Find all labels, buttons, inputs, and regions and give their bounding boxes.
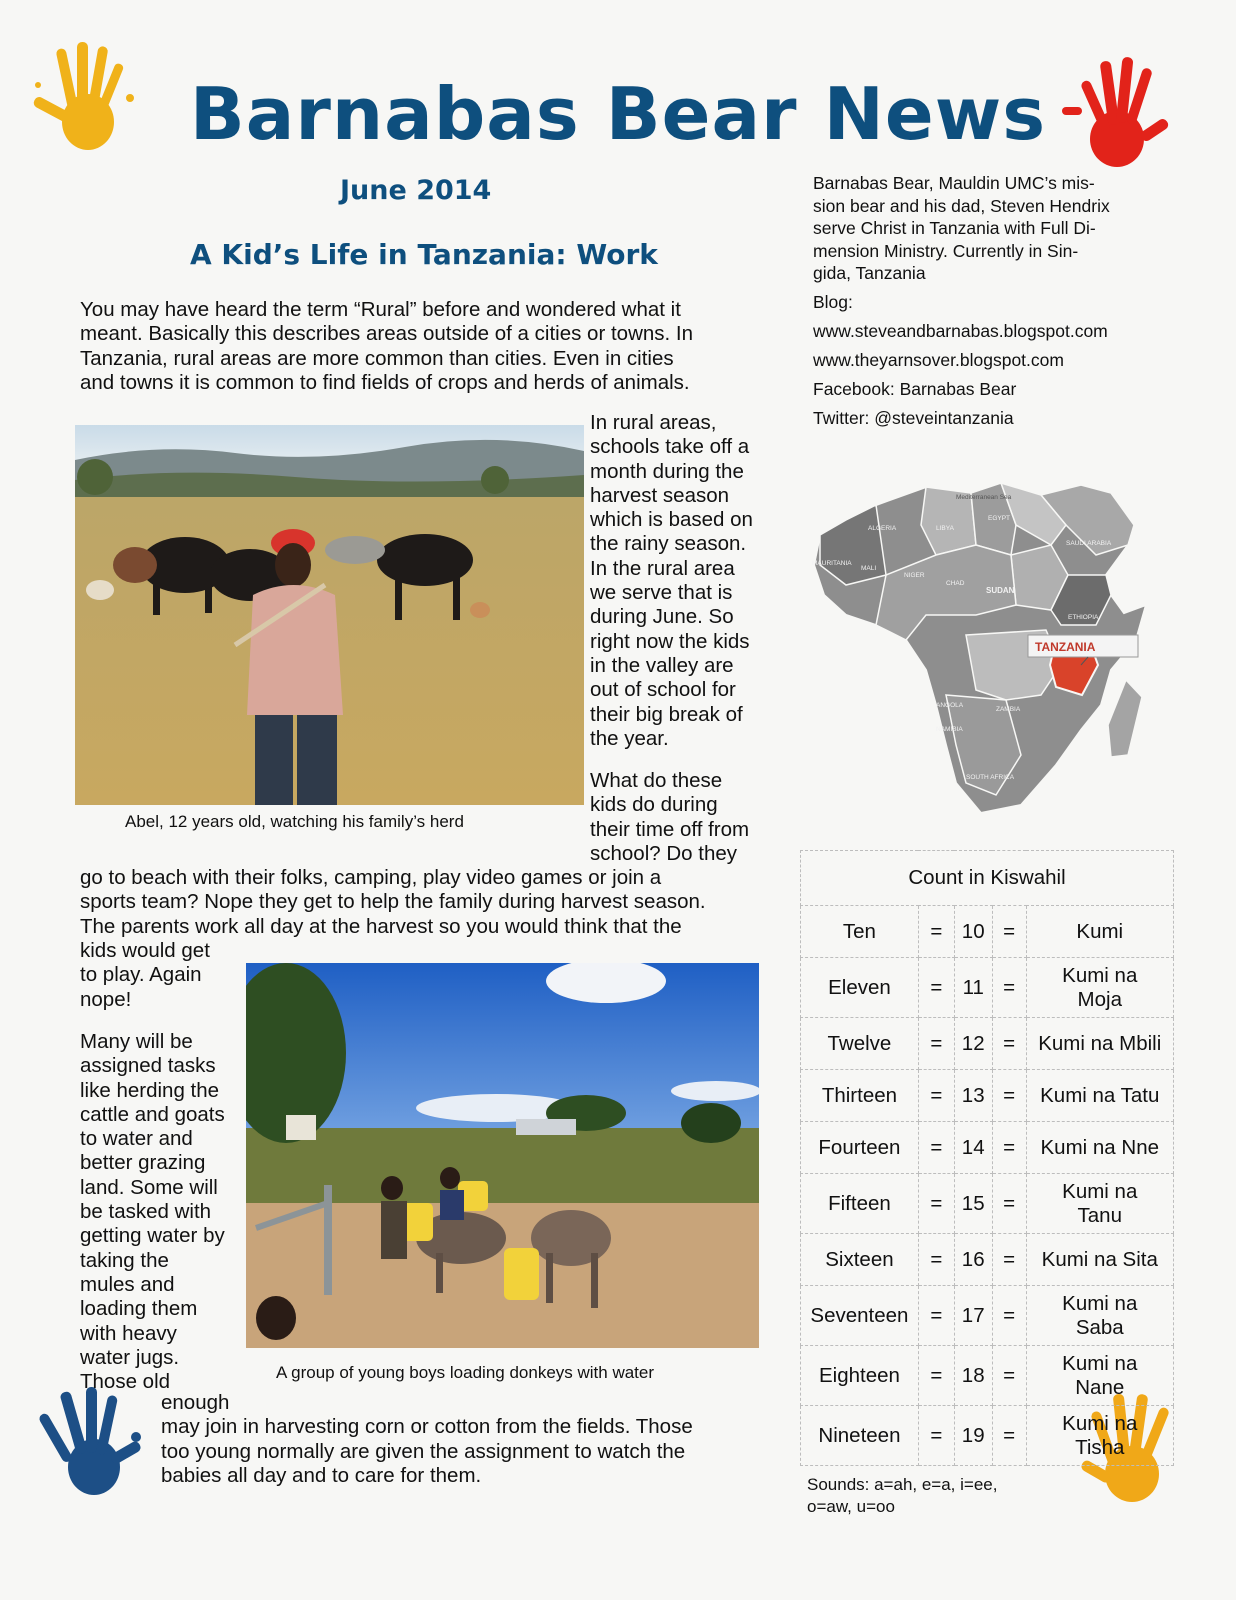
map-label-mali: MALI — [861, 565, 877, 572]
count-row — [801, 1346, 1174, 1406]
count-english: Nineteen — [801, 1406, 919, 1466]
count-row — [801, 1122, 1174, 1174]
count-kiswahili: Kumi na Tanu — [1026, 1174, 1173, 1234]
count-kiswahili: Kumi na Moja — [1026, 958, 1173, 1018]
count-equals: = — [992, 1070, 1026, 1122]
map-label-chad: CHAD — [946, 580, 965, 587]
blue-handprint-icon — [36, 1385, 146, 1505]
count-equals: = — [992, 1346, 1026, 1406]
herd-photo — [75, 425, 584, 805]
sidebar-bio: Barnabas Bear, Mauldin UMC’s mis- sion bear and his dad, Steven Hendrix serve Christ in Tanzania with Full Di- mension Ministry. Currently in Sin- gida, Tanzania — [813, 173, 1110, 283]
count-equals: = — [992, 1174, 1026, 1234]
count-number: 18 — [954, 1346, 992, 1406]
count-kiswahili: Kumi na Nne — [1026, 1122, 1173, 1174]
count-equals: = — [992, 906, 1026, 958]
facebook-link[interactable]: Facebook: Barnabas Bear — [813, 379, 1017, 399]
newsletter-title: Barnabas Bear News — [189, 72, 1047, 156]
count-english: Fourteen — [801, 1122, 919, 1174]
intro-paragraph: You may have heard the term “Rural” before and wondered what it meant. Basically this describes areas outside of a cities or towns. In Tanzania, rural areas are more common than cities. Even in cities and towns it is common to find fields of crops and herds of animals. — [80, 298, 694, 394]
count-number: 19 — [954, 1406, 992, 1466]
tasks-paragraph: Many will be assigned tasks like herding the cattle and goats to water and better grazing land. Some will be tasked with getting water by taking the mules and loading them with heavy water jugs. Those old — [80, 1030, 225, 1394]
count-row — [801, 1070, 1174, 1122]
count-equals: = — [992, 1122, 1026, 1174]
count-row — [801, 1286, 1174, 1346]
count-equals: = — [918, 906, 954, 958]
count-kiswahili: Kumi na Tisha — [1026, 1406, 1173, 1466]
kiswahili-count-table — [800, 850, 1174, 1466]
count-number: 16 — [954, 1234, 992, 1286]
count-kiswahili: Kumi na Sita — [1026, 1234, 1173, 1286]
count-number: 14 — [954, 1122, 992, 1174]
what-do-kids-paragraph: What do these kids do during their time off from school? Do they — [590, 769, 750, 865]
count-number: 10 — [954, 906, 992, 958]
closing-paragraph: enough may join in harvesting corn or cotton from the fields. Those too young normally are given the assignment to watch the babies all day and to care for them. — [161, 1391, 693, 1487]
map-label-sea: Mediterranean Sea — [956, 494, 1012, 501]
count-equals: = — [992, 1234, 1026, 1286]
count-equals: = — [918, 1122, 954, 1174]
count-row — [801, 906, 1174, 958]
count-english: Eighteen — [801, 1346, 919, 1406]
rural-areas-paragraph: In rural areas, schools take off a month during the harvest season which is based on the rainy season. In the rural area we serve that is during June. So right now the kids in the valley are out of school for their big break of the year. — [590, 411, 753, 750]
twitter-link[interactable]: Twitter: @steveintanzania — [813, 408, 1014, 428]
sounds-note: Sounds: a=ah, e=a, i=ee, o=aw, u=oo — [807, 1475, 998, 1516]
count-equals: = — [918, 1070, 954, 1122]
count-equals: = — [992, 958, 1026, 1018]
map-label-ethiopia: ETHIOPIA — [1068, 614, 1099, 621]
map-label-tanzania: TANZANIA — [1035, 640, 1096, 654]
count-english: Twelve — [801, 1018, 919, 1070]
blog-label: Blog: — [813, 292, 853, 312]
map-label-egypt: EGYPT — [988, 515, 1011, 522]
count-equals: = — [992, 1286, 1026, 1346]
count-equals: = — [992, 1018, 1026, 1070]
count-table-title: Count in Kiswahil — [801, 851, 1174, 906]
count-kiswahili: Kumi — [1026, 906, 1173, 958]
count-number: 12 — [954, 1018, 992, 1070]
count-number: 13 — [954, 1070, 992, 1122]
map-label-sudan: SUDAN — [986, 586, 1015, 595]
count-equals: = — [918, 1018, 954, 1070]
count-number: 15 — [954, 1174, 992, 1234]
blog-link-1[interactable]: www.steveandbarnabas.blogspot.com — [813, 321, 1108, 341]
count-row — [801, 1018, 1174, 1070]
donkeys-photo — [246, 963, 759, 1348]
count-number: 17 — [954, 1286, 992, 1346]
map-label-angola: ANGOLA — [936, 702, 964, 709]
count-kiswahili: Kumi na Nane — [1026, 1346, 1173, 1406]
middle-paragraph: go to beach with their folks, camping, play video games or join a sports team? Nope they get to help the family during harvest season. The parents work all day at the harvest so you would think that the — [80, 866, 706, 938]
kids-play-paragraph: kids would get to play. Again nope! — [80, 939, 210, 1011]
count-english: Ten — [801, 906, 919, 958]
map-label-mauritania: MAURITANIA — [812, 560, 852, 567]
map-label-niger: NIGER — [904, 572, 925, 579]
africa-map — [806, 465, 1166, 825]
map-label-south-africa: SOUTH AFRICA — [966, 774, 1015, 781]
map-label-saudi: SAUDI ARABIA — [1066, 540, 1112, 547]
donkeys-photo-caption: A group of young boys loading donkeys with water — [276, 1363, 655, 1382]
count-equals: = — [918, 1406, 954, 1466]
count-equals: = — [992, 1406, 1026, 1466]
count-english: Fifteen — [801, 1174, 919, 1234]
map-label-algeria: ALGERIA — [868, 525, 897, 532]
count-equals: = — [918, 958, 954, 1018]
map-label-zambia: ZAMBIA — [996, 706, 1021, 713]
count-row — [801, 1174, 1174, 1234]
count-kiswahili: Kumi na Tatu — [1026, 1070, 1173, 1122]
count-row — [801, 958, 1174, 1018]
count-equals: = — [918, 1286, 954, 1346]
count-english: Eleven — [801, 958, 919, 1018]
count-row — [801, 1234, 1174, 1286]
count-number: 11 — [954, 958, 992, 1018]
map-label-namibia: NAMIBIA — [936, 726, 963, 733]
count-row — [801, 1406, 1174, 1466]
herd-photo-caption: Abel, 12 years old, watching his family’s herd — [125, 812, 464, 831]
count-english: Seventeen — [801, 1286, 919, 1346]
map-label-libya: LIBYA — [936, 525, 954, 532]
count-english: Thirteen — [801, 1070, 919, 1122]
count-kiswahili: Kumi na Saba — [1026, 1286, 1173, 1346]
blog-link-2[interactable]: www.theyarnsover.blogspot.com — [813, 350, 1064, 370]
count-english: Sixteen — [801, 1234, 919, 1286]
count-kiswahili: Kumi na Mbili — [1026, 1018, 1173, 1070]
article-headline: A Kid’s Life in Tanzania: Work — [190, 238, 658, 271]
count-equals: = — [918, 1174, 954, 1234]
issue-date: June 2014 — [340, 175, 492, 206]
count-equals: = — [918, 1346, 954, 1406]
count-equals: = — [918, 1234, 954, 1286]
